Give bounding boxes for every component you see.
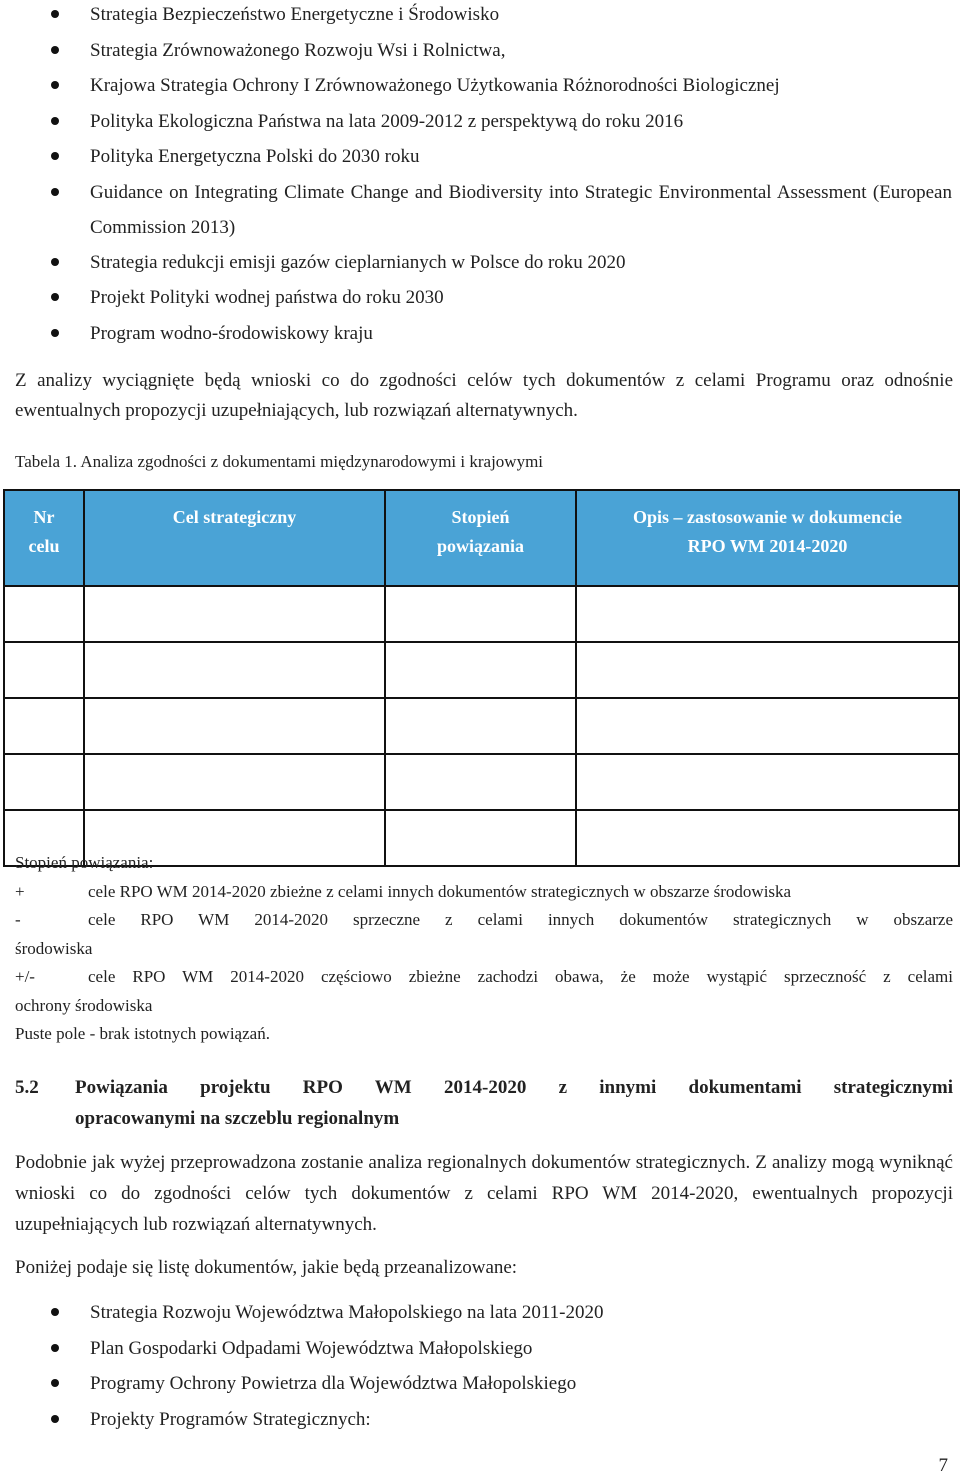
bullet-icon (51, 1344, 59, 1352)
page-number: 7 (938, 1455, 948, 1476)
list-item: Program wodno-środowiskowy kraju (0, 316, 960, 352)
bullet-icon (51, 329, 59, 337)
table-cell (84, 586, 385, 642)
table-cell (4, 698, 84, 754)
list-item: Projekty Programów Strategicznych: (0, 1402, 960, 1438)
list-item: Plan Gospodarki Odpadami Województwa Małopolskiego (0, 1331, 960, 1367)
legend-text-continuation: środowiska (15, 938, 93, 958)
legend-item-plus (15, 878, 953, 907)
table-cell (84, 754, 385, 810)
header-description: Opis – zastosowanie w dokumencie RPO WM 2014-2020 (576, 490, 959, 586)
legend-text: cele RPO WM 2014-2020 częściowo zbieżne zachodzi obawa, że może wystąpić sprzeczność z celami (88, 967, 953, 986)
list-intro: Poniżej podaje się listę dokumentów, jakie będą przeanalizowane: (15, 1257, 518, 1278)
regional-documents-list (0, 1295, 960, 1437)
legend-symbol: +/- (15, 967, 35, 986)
section-title: Powiązania projektu RPO WM 2014-2020 z innymi dokumentami strategicznymi opracowanymi na szczeblu regionalnym (75, 1077, 953, 1129)
list-item: Strategia Rozwoju Województwa Małopolskiego na lata 2011-2020 (0, 1295, 960, 1331)
header-goal-number: Nr celu (4, 490, 84, 586)
list-item: Polityka Ekologiczna Państwa na lata 2009-2012 z perspektywą do roku 2016 (0, 104, 960, 140)
table-cell (4, 754, 84, 810)
legend-title: Stopień powiązania: (15, 853, 154, 872)
legend-item-plus-minus (15, 963, 953, 992)
table-cell (4, 586, 84, 642)
header-strategic-goal: Cel strategiczny (84, 490, 385, 586)
intro-paragraph: Z analizy wyciągnięte będą wnioski co do zgodności celów tych dokumentów z celami Programu oraz odnośnie ewentualnych propozycji uzupełniających, lub rozwiązań alternatywnych. (15, 370, 953, 421)
national-documents-list (0, 0, 960, 351)
table-cell (84, 642, 385, 698)
relation-legend (15, 849, 953, 1049)
list-item: Programy Ochrony Powietrza dla Województwa Małopolskiego (0, 1366, 960, 1402)
list-item: Projekt Polityki wodnej państwa do roku 2030 (0, 280, 960, 316)
list-item: Krajowa Strategia Ochrony I Zrównoważonego Użytkowania Różnorodności Biologicznej (0, 68, 960, 104)
bullet-icon (51, 1308, 59, 1316)
table-cell (385, 586, 576, 642)
table-row (4, 754, 959, 810)
table-cell (576, 698, 959, 754)
list-item: Strategia redukcji emisji gazów cieplarnianych w Polsce do roku 2020 (0, 245, 960, 281)
legend-text: cele RPO WM 2014-2020 sprzeczne z celami innych dokumentów strategicznych w obszarze (88, 910, 953, 929)
list-item: Strategia Zrównoważonego Rozwoju Wsi i Rolnictwa, (0, 33, 960, 69)
bullet-icon (51, 10, 59, 18)
section-paragraph: Podobnie jak wyżej przeprowadzona zostanie analiza regionalnych dokumentów strategicznych. Z analizy mogą wyniknąć wnioski co do zgodności celów tych dokumentów z celami RPO WM 2014-2020, ewentualnych propozycji uzupełniających lub rozwiązań alternatywnych. (15, 1152, 953, 1235)
bullet-icon (51, 81, 59, 89)
legend-symbol: - (15, 910, 21, 929)
legend-text-continuation: ochrony środowiska (15, 995, 153, 1015)
table-cell (576, 642, 959, 698)
bullet-icon (51, 188, 59, 196)
bullet-icon (51, 293, 59, 301)
table-cell (576, 754, 959, 810)
bullet-icon (51, 1415, 59, 1423)
list-item: Strategia Bezpieczeństwo Energetyczne i Środowisko (0, 0, 960, 33)
table-cell (4, 642, 84, 698)
table-cell (576, 586, 959, 642)
legend-symbol: + (15, 881, 25, 901)
bullet-icon (51, 117, 59, 125)
legend-empty-field: Puste pole - brak istotnych powiązań. (15, 1024, 270, 1043)
analysis-table (3, 489, 960, 867)
table-cell (84, 698, 385, 754)
legend-text: cele RPO WM 2014-2020 zbieżne z celami innych dokumentów strategicznych w obszarze środowiska (88, 881, 792, 901)
table-row (4, 642, 959, 698)
section-number: 5.2 (15, 1077, 39, 1098)
bullet-icon (51, 258, 59, 266)
legend-item-minus (15, 906, 953, 935)
bullet-icon (51, 1379, 59, 1387)
table-cell (385, 754, 576, 810)
table-row (4, 698, 959, 754)
table-cell (385, 642, 576, 698)
header-relation-degree: Stopień powiązania (385, 490, 576, 586)
bullet-icon (51, 152, 59, 160)
section-heading (15, 1072, 953, 1134)
table-cell (385, 698, 576, 754)
bullet-icon (51, 46, 59, 54)
table-row (4, 586, 959, 642)
list-item: Guidance on Integrating Climate Change and Biodiversity into Strategic Environmental Assessment (European Commission 2013) (0, 175, 960, 245)
table-header-row (4, 490, 959, 586)
list-item: Polityka Energetyczna Polski do 2030 roku (0, 139, 960, 175)
table-caption: Tabela 1. Analiza zgodności z dokumentami międzynarodowymi i krajowymi (15, 452, 544, 471)
